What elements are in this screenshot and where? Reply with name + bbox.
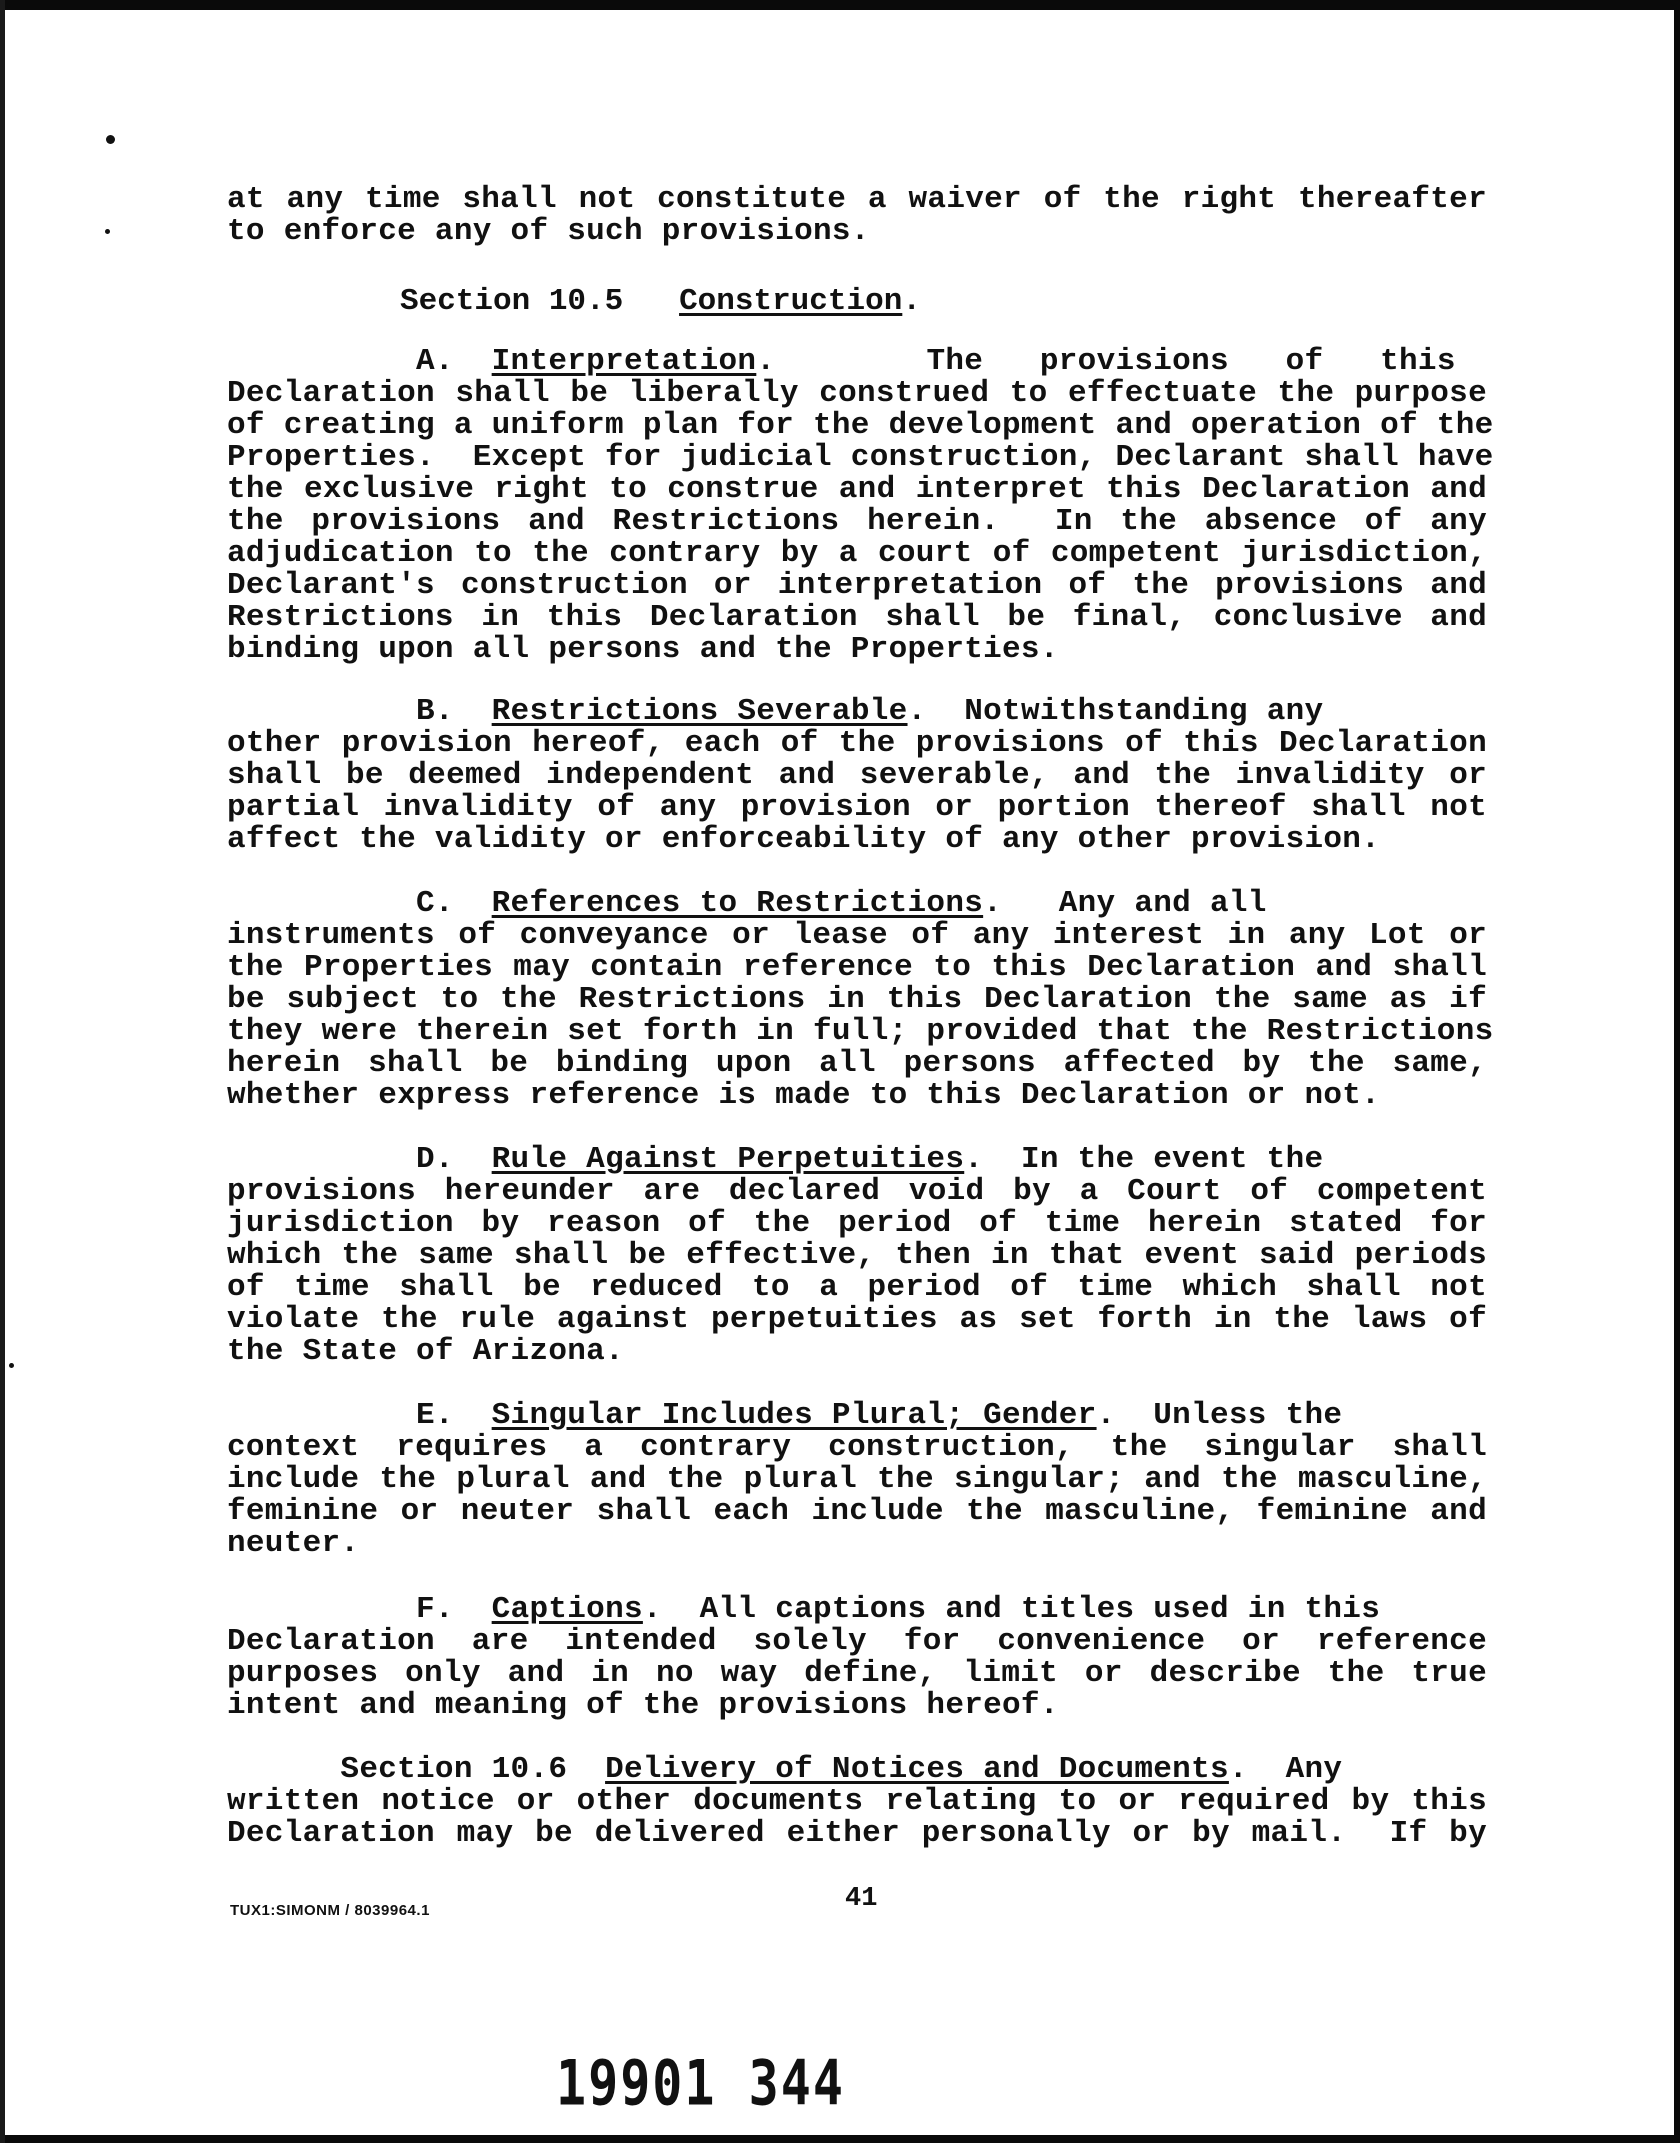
text-line: provisions hereunder are declared void by a Court of competent (227, 1174, 1487, 1209)
text-line: which the same shall be effective, then in that event said periods (227, 1238, 1487, 1273)
paragraph-head (227, 346, 1487, 378)
paragraph-head-rest: . All captions and titles used in this (642, 1592, 1381, 1627)
paragraph-d (227, 1144, 1487, 1368)
text-line: purposes only and in no way define, limit or describe the true (227, 1656, 1487, 1691)
paragraph-heading: Rule Against Perpetuities (491, 1142, 965, 1177)
paragraph-head (227, 888, 1487, 920)
paragraph-heading: Interpretation (491, 344, 757, 379)
paragraph-heading: Restrictions Severable (491, 694, 908, 729)
paragraph-letter: E. (416, 1398, 454, 1433)
paragraph-head (227, 1144, 1487, 1176)
paragraph-letter: C. (416, 886, 454, 921)
text-line: jurisdiction by reason of the period of time herein stated for (227, 1206, 1487, 1241)
document-id: TUX1:SIMONM / 8039964.1 (230, 1902, 430, 1919)
text-line: instruments of conveyance or lease of any interest in any Lot or (227, 918, 1487, 953)
text-line: violate the rule against perpetuities as set forth in the laws of (227, 1302, 1487, 1337)
paragraph-e (227, 1400, 1487, 1560)
paragraph-a (227, 344, 1494, 667)
text-line: the State of Arizona. (227, 1334, 624, 1369)
section-head-rest: . Any (1228, 1752, 1343, 1787)
scan-border-left (0, 0, 5, 2143)
paragraph-b (227, 696, 1487, 856)
paragraph-letter: B. (416, 694, 454, 729)
text-line: intent and meaning of the provisions hereof. (227, 1688, 1059, 1723)
text-line: context requires a contrary construction, the singular shall (227, 1430, 1487, 1465)
paragraph-head (227, 1400, 1487, 1432)
text-line: to enforce any of such provisions. (227, 214, 870, 249)
text-line: whether express reference is made to this Declaration or not. (227, 1078, 1381, 1113)
text-line: Properties. Except for judicial construction, Declarant shall have (227, 440, 1494, 475)
text-line: include the plural and the plural the singular; and the masculine, (227, 1462, 1487, 1497)
section-10-6 (227, 1754, 1487, 1850)
section-title: Construction (679, 284, 903, 319)
text-line: affect the validity or enforceability of any other provision. (227, 822, 1381, 857)
text-line: Declaration may be delivered either personally or by mail. If by (227, 1816, 1487, 1851)
scan-border-right (1674, 0, 1680, 2143)
paragraph-heading: References to Restrictions (491, 886, 984, 921)
recording-stamp: 19901 344 (556, 2047, 845, 2120)
text-line: neuter. (227, 1526, 360, 1561)
section-punct: . (902, 284, 921, 319)
paragraph-head-rest: . Unless the (1096, 1398, 1343, 1433)
intro-paragraph (227, 184, 1487, 248)
paragraph-letter: A. (416, 344, 454, 379)
section-10-5-heading (400, 284, 921, 319)
text-line: Declarant's construction or interpretation of the provisions and (227, 568, 1487, 603)
section-title: Delivery of Notices and Documents (605, 1752, 1229, 1787)
text-line: of creating a uniform plan for the development and operation of the (227, 408, 1494, 443)
text-line: shall be deemed independent and severable, and the invalidity or (227, 758, 1487, 793)
paragraph-head (227, 1594, 1487, 1626)
text-line: the Properties may contain reference to this Declaration and shall (227, 950, 1487, 985)
text-line: binding upon all persons and the Properties. (227, 632, 1059, 667)
paragraph-head-rest: . Any and all (983, 886, 1267, 921)
paragraph-f (227, 1594, 1487, 1722)
paragraph-head-rest: . The provisions of this (756, 344, 1456, 379)
section-number: Section 10.6 (340, 1752, 568, 1787)
text-line: the provisions and Restrictions herein. In the absence of any (227, 504, 1487, 539)
page-number: 41 (845, 1884, 878, 1914)
scan-speck (9, 1363, 14, 1368)
text-line: partial invalidity of any provision or portion thereof shall not (227, 790, 1487, 825)
text-line: Restrictions in this Declaration shall be final, conclusive and (227, 600, 1487, 635)
text-line: at any time shall not constitute a waiver of the right thereafter (227, 182, 1487, 217)
paragraph-letter: D. (416, 1142, 454, 1177)
paragraph-head-rest: . In the event the (964, 1142, 1324, 1177)
section-number: Section 10.5 (400, 284, 624, 319)
text-line: Declaration are intended solely for convenience or reference (227, 1624, 1487, 1659)
text-line: they were therein set forth in full; provided that the Restrictions (227, 1014, 1494, 1049)
text-line: of time shall be reduced to a period of time which shall not (227, 1270, 1487, 1305)
text-line: feminine or neuter shall each include the masculine, feminine and (227, 1494, 1487, 1529)
paragraph-letter: F. (416, 1592, 454, 1627)
text-line: Declaration shall be liberally construed to effectuate the purpose (227, 376, 1487, 411)
paragraph-c (227, 886, 1494, 1113)
scan-border-top (0, 0, 1680, 10)
text-line: written notice or other documents relating to or required by this (227, 1784, 1487, 1819)
paragraph-heading: Singular Includes Plural; Gender (491, 1398, 1097, 1433)
text-line: other provision hereof, each of the provisions of this Declaration (227, 726, 1487, 761)
scan-border-bottom (0, 2135, 1680, 2143)
paragraph-head-rest: . Notwithstanding any (907, 694, 1324, 729)
scan-speck (105, 229, 110, 234)
text-line: be subject to the Restrictions in this Declaration the same as if (227, 982, 1487, 1017)
text-line: herein shall be binding upon all persons affected by the same, (227, 1046, 1487, 1081)
paragraph-head (227, 696, 1487, 728)
text-line: adjudication to the contrary by a court of competent jurisdiction, (227, 536, 1487, 571)
scan-speck (106, 135, 115, 144)
section-10-6-heading (227, 1754, 1487, 1786)
text-line: the exclusive right to construe and interpret this Declaration and (227, 472, 1487, 507)
paragraph-heading: Captions (491, 1592, 643, 1627)
